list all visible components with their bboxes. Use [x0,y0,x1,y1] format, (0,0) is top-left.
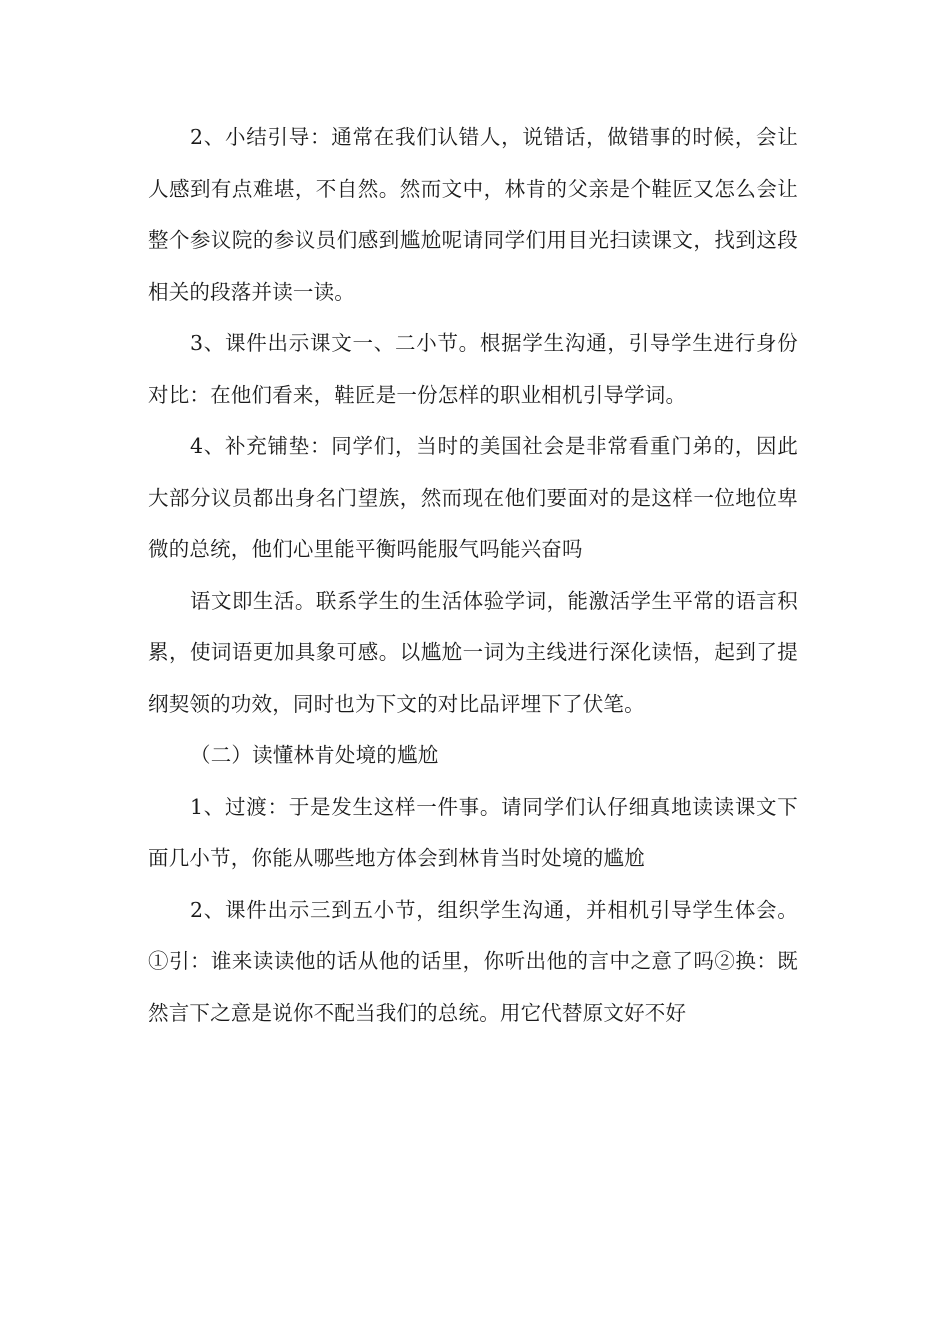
paragraph-identity-contrast: 3、课件出示课文一、二小节。根据学生沟通，引导学生进行身份对比：在他们看来，鞋匠是一份怎样的职业相机引导学词。 [148,331,798,407]
paragraph-supplement: 4、补充铺垫：同学们，当时的美国社会是非常看重门弟的，因此大部分议员都出身名门望族，然而现在他们要面对的是这样一位地位卑微的总统，他们心里能平衡吗能服气吗能兴奋吗 [148,434,798,561]
section-heading: （二）读懂林肯处境的尴尬 [190,743,439,767]
paragraph-summary-guide: 2、小结引导：通常在我们认错人，说错话，做错事的时候，会让人感到有点难堪，不自然。然而文中，林肯的父亲是个鞋匠又怎么会让整个参议院的参议员们感到尴尬呢请同学们用目光扫读课文，找到这段相关的段落并读一读。 [148,125,798,304]
paragraph-commentary: 语文即生活。联系学生的生活体验学词，能激活学生平常的语言积累，使词语更加具象可感。以尴尬一词为主线进行深化读悟，起到了提纲契领的功效，同时也为下文的对比品评埋下了伏笔。 [148,588,798,716]
paragraph-courseware: 2、课件出示三到五小节，组织学生沟通，并相机引导学生体会。①引：谁来读读他的话从他的话里，你听出他的言中之意了吗②换：既然言下之意是说你不配当我们的总统。用它代替原文好不好 [148,897,798,1025]
paragraph-transition: 1、过渡：于是发生这样一件事。请同学们认仔细真地读读课文下面几小节，你能从哪些地方体会到林肯当时处境的尴尬 [148,794,798,870]
document-body [148,112,798,1039]
